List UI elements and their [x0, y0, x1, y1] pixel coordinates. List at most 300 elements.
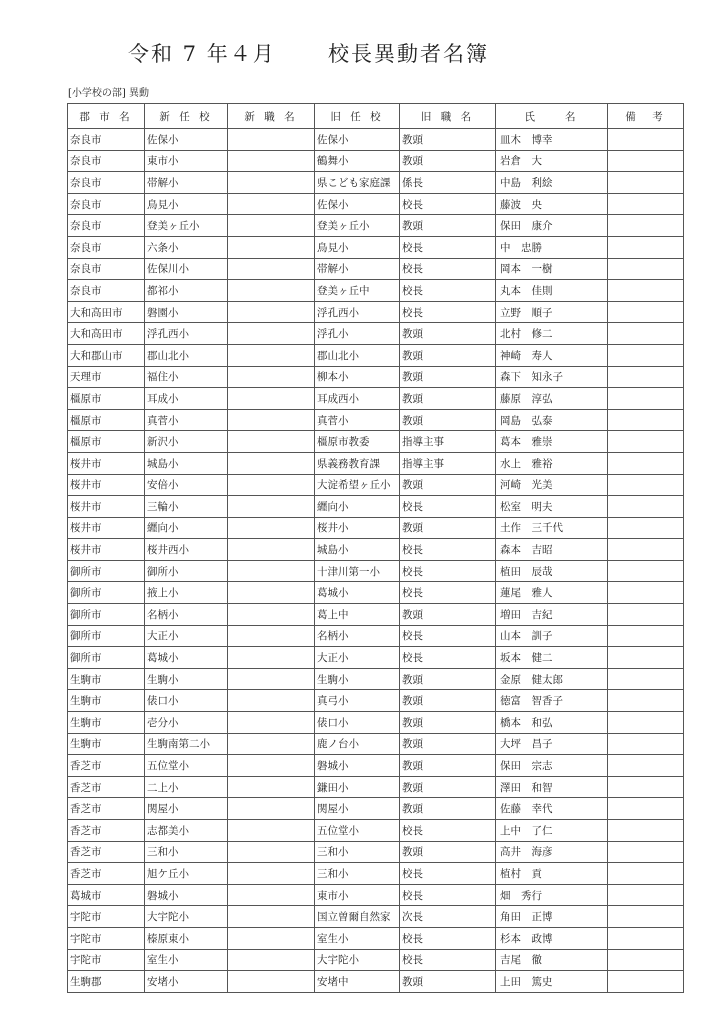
cell-new-school: 室生小	[145, 949, 228, 971]
cell-city: 香芝市	[68, 776, 145, 798]
cell-note	[608, 496, 684, 518]
cell-old-title: 校長	[400, 647, 496, 669]
header-new-school: 新 任 校	[145, 104, 228, 129]
table-row	[68, 863, 684, 885]
cell-old-title: 次長	[400, 906, 496, 928]
cell-note	[608, 863, 684, 885]
cell-new-title	[228, 236, 315, 258]
table-row	[68, 496, 684, 518]
cell-old-school: 室生小	[315, 927, 400, 949]
table-row	[68, 949, 684, 971]
cell-note	[608, 452, 684, 474]
cell-city: 奈良市	[68, 258, 145, 280]
cell-city: 宇陀市	[68, 906, 145, 928]
header-new-title: 新 職 名	[228, 104, 315, 129]
cell-city: 香芝市	[68, 863, 145, 885]
cell-name: 澤田 和智	[496, 776, 608, 798]
table-row	[68, 129, 684, 151]
table-row	[68, 323, 684, 345]
cell-city: 生駒市	[68, 668, 145, 690]
cell-old-title: 教頭	[400, 215, 496, 237]
cell-old-school: 耳成西小	[315, 388, 400, 410]
table-row	[68, 712, 684, 734]
cell-new-title	[228, 927, 315, 949]
cell-new-title	[228, 582, 315, 604]
cell-note	[608, 668, 684, 690]
cell-old-school: 生駒小	[315, 668, 400, 690]
cell-new-title	[228, 863, 315, 885]
cell-city: 御所市	[68, 604, 145, 626]
header-row	[68, 104, 684, 129]
cell-name: 神崎 寿人	[496, 344, 608, 366]
title-date: 令和 7 年４月	[128, 42, 276, 66]
cell-new-title	[228, 193, 315, 215]
cell-new-title	[228, 690, 315, 712]
cell-note	[608, 582, 684, 604]
cell-new-school: 三輪小	[145, 496, 228, 518]
cell-new-title	[228, 496, 315, 518]
cell-new-title	[228, 452, 315, 474]
cell-city: 桜井市	[68, 452, 145, 474]
cell-note	[608, 258, 684, 280]
cell-city: 大和郡山市	[68, 344, 145, 366]
section-label: [小学校の部] 異動	[68, 88, 149, 99]
cell-new-title	[228, 755, 315, 777]
table-row	[68, 647, 684, 669]
cell-city: 生駒市	[68, 712, 145, 734]
header-city: 郡 市 名	[68, 104, 145, 129]
cell-city: 奈良市	[68, 236, 145, 258]
cell-note	[608, 971, 684, 993]
cell-new-title	[228, 668, 315, 690]
cell-new-title	[228, 604, 315, 626]
cell-old-title: 校長	[400, 949, 496, 971]
cell-note	[608, 798, 684, 820]
table-row	[68, 258, 684, 280]
cell-name: 蓮尾 雅人	[496, 582, 608, 604]
cell-old-school: 大正小	[315, 647, 400, 669]
cell-old-title: 教頭	[400, 366, 496, 388]
cell-old-title: 校長	[400, 927, 496, 949]
cell-name: 角田 正博	[496, 906, 608, 928]
cell-old-title: 教頭	[400, 604, 496, 626]
cell-note	[608, 733, 684, 755]
cell-old-school: 県義務教育課	[315, 452, 400, 474]
header-name: 氏 名	[496, 104, 608, 129]
table-row	[68, 625, 684, 647]
cell-name: 岡本 一樹	[496, 258, 608, 280]
cell-city: 奈良市	[68, 129, 145, 151]
cell-new-title	[228, 906, 315, 928]
cell-old-school: 真菅小	[315, 409, 400, 431]
table-row	[68, 215, 684, 237]
cell-note	[608, 409, 684, 431]
cell-name: 土作 三千代	[496, 517, 608, 539]
cell-city: 奈良市	[68, 280, 145, 302]
cell-old-school: 三和小	[315, 863, 400, 885]
cell-name: 植田 辰哉	[496, 560, 608, 582]
cell-note	[608, 949, 684, 971]
cell-name: 保田 宗志	[496, 755, 608, 777]
cell-old-school: 真弓小	[315, 690, 400, 712]
cell-new-school: 郡山北小	[145, 344, 228, 366]
cell-name: 中 忠勝	[496, 236, 608, 258]
cell-old-school: 鶴舞小	[315, 150, 400, 172]
cell-new-school: 安堵小	[145, 971, 228, 993]
cell-old-school: 磐城小	[315, 755, 400, 777]
cell-note	[608, 236, 684, 258]
cell-new-title	[228, 647, 315, 669]
cell-note	[608, 172, 684, 194]
cell-old-school: 鎌田小	[315, 776, 400, 798]
cell-old-title: 教頭	[400, 344, 496, 366]
cell-old-title: 校長	[400, 280, 496, 302]
cell-city: 奈良市	[68, 172, 145, 194]
cell-new-school: 安倍小	[145, 474, 228, 496]
cell-new-school: 福住小	[145, 366, 228, 388]
cell-name: 植村 貢	[496, 863, 608, 885]
cell-old-title: 教頭	[400, 712, 496, 734]
title-text: 校長異動者名簿	[328, 42, 489, 66]
cell-new-title	[228, 344, 315, 366]
cell-new-title	[228, 560, 315, 582]
table-row	[68, 517, 684, 539]
cell-new-school: 俵口小	[145, 690, 228, 712]
cell-new-school: 磐園小	[145, 301, 228, 323]
cell-old-school: 県こども家庭課	[315, 172, 400, 194]
cell-new-title	[228, 172, 315, 194]
cell-old-school: 鹿ノ台小	[315, 733, 400, 755]
cell-name: 森本 吉昭	[496, 539, 608, 561]
cell-old-title: 教頭	[400, 150, 496, 172]
cell-note	[608, 539, 684, 561]
cell-name: 藤原 淳弘	[496, 388, 608, 410]
cell-city: 御所市	[68, 647, 145, 669]
cell-old-school: 佐保小	[315, 193, 400, 215]
cell-note	[608, 344, 684, 366]
cell-old-title: 指導主事	[400, 431, 496, 453]
cell-new-title	[228, 517, 315, 539]
cell-city: 桜井市	[68, 517, 145, 539]
cell-city: 奈良市	[68, 193, 145, 215]
cell-note	[608, 841, 684, 863]
cell-name: 藤波 央	[496, 193, 608, 215]
header-note: 備 考	[608, 104, 684, 129]
cell-new-school: 志都美小	[145, 820, 228, 842]
cell-note	[608, 301, 684, 323]
cell-new-title	[228, 539, 315, 561]
cell-new-title	[228, 388, 315, 410]
cell-note	[608, 474, 684, 496]
cell-name: 水上 雅裕	[496, 452, 608, 474]
cell-old-title: 教頭	[400, 323, 496, 345]
cell-name: 岡島 弘泰	[496, 409, 608, 431]
cell-note	[608, 604, 684, 626]
cell-old-title: 教頭	[400, 474, 496, 496]
cell-old-title: 校長	[400, 539, 496, 561]
cell-new-school: 大宇陀小	[145, 906, 228, 928]
cell-old-school: 桜井小	[315, 517, 400, 539]
cell-note	[608, 647, 684, 669]
cell-city: 天理市	[68, 366, 145, 388]
cell-old-school: 関屋小	[315, 798, 400, 820]
cell-name: 立野 順子	[496, 301, 608, 323]
header-old-title: 旧 職 名	[400, 104, 496, 129]
cell-old-school: 東市小	[315, 884, 400, 906]
cell-note	[608, 712, 684, 734]
table-row	[68, 884, 684, 906]
cell-new-title	[228, 215, 315, 237]
cell-name: 大坪 昌子	[496, 733, 608, 755]
cell-old-school: 国立曽爾自然家	[315, 906, 400, 928]
cell-old-title: 校長	[400, 820, 496, 842]
cell-new-title	[228, 150, 315, 172]
table-row	[68, 409, 684, 431]
cell-city: 大和高田市	[68, 323, 145, 345]
table-row	[68, 193, 684, 215]
cell-old-title: 校長	[400, 863, 496, 885]
cell-city: 香芝市	[68, 755, 145, 777]
cell-new-school: 旭ケ丘小	[145, 863, 228, 885]
cell-new-title	[228, 301, 315, 323]
cell-new-title	[228, 625, 315, 647]
cell-new-school: 生駒小	[145, 668, 228, 690]
cell-note	[608, 129, 684, 151]
cell-new-title	[228, 323, 315, 345]
cell-old-title: 教頭	[400, 409, 496, 431]
cell-city: 桜井市	[68, 474, 145, 496]
cell-name: 吉尾 徹	[496, 949, 608, 971]
table-row	[68, 733, 684, 755]
table-row	[68, 366, 684, 388]
cell-old-school: 大淀希望ヶ丘小	[315, 474, 400, 496]
table-row	[68, 539, 684, 561]
cell-new-school: 纒向小	[145, 517, 228, 539]
table-row	[68, 776, 684, 798]
cell-note	[608, 280, 684, 302]
cell-name: 丸本 佳則	[496, 280, 608, 302]
table-row	[68, 755, 684, 777]
cell-name: 山本 訓子	[496, 625, 608, 647]
roster-table	[67, 103, 684, 993]
table-row	[68, 236, 684, 258]
table-row	[68, 798, 684, 820]
cell-city: 生駒郡	[68, 971, 145, 993]
cell-name: 河崎 光美	[496, 474, 608, 496]
cell-new-title	[228, 841, 315, 863]
cell-note	[608, 150, 684, 172]
cell-old-title: 係長	[400, 172, 496, 194]
cell-new-school: 耳成小	[145, 388, 228, 410]
table-row	[68, 690, 684, 712]
cell-old-school: 大宇陀小	[315, 949, 400, 971]
cell-old-title: 校長	[400, 884, 496, 906]
cell-new-title	[228, 733, 315, 755]
table-row	[68, 344, 684, 366]
cell-old-title: 指導主事	[400, 452, 496, 474]
cell-new-school: 榛原東小	[145, 927, 228, 949]
table-row	[68, 927, 684, 949]
cell-old-school: 名柄小	[315, 625, 400, 647]
cell-old-school: 五位堂小	[315, 820, 400, 842]
cell-new-title	[228, 884, 315, 906]
cell-city: 奈良市	[68, 150, 145, 172]
cell-name: 金原 健太郎	[496, 668, 608, 690]
cell-old-title: 校長	[400, 258, 496, 280]
cell-old-title: 校長	[400, 496, 496, 518]
cell-name: 畑 秀行	[496, 884, 608, 906]
cell-new-school: 鳥見小	[145, 193, 228, 215]
table-row	[68, 906, 684, 928]
cell-new-school: 佐保川小	[145, 258, 228, 280]
table-row	[68, 668, 684, 690]
cell-new-title	[228, 409, 315, 431]
cell-old-school: 三和小	[315, 841, 400, 863]
cell-note	[608, 755, 684, 777]
cell-note	[608, 625, 684, 647]
cell-old-school: 城島小	[315, 539, 400, 561]
cell-new-school: 浮孔西小	[145, 323, 228, 345]
cell-new-school: 六条小	[145, 236, 228, 258]
cell-new-school: 帯解小	[145, 172, 228, 194]
cell-old-title: 教頭	[400, 668, 496, 690]
cell-note	[608, 906, 684, 928]
cell-old-title: 校長	[400, 301, 496, 323]
cell-new-school: 壱分小	[145, 712, 228, 734]
cell-city: 御所市	[68, 582, 145, 604]
cell-note	[608, 690, 684, 712]
document-title	[0, 38, 724, 74]
table-row	[68, 388, 684, 410]
table-row	[68, 172, 684, 194]
cell-old-title: 校長	[400, 236, 496, 258]
cell-city: 桜井市	[68, 496, 145, 518]
cell-name: 坂本 健二	[496, 647, 608, 669]
header-old-school: 旧 任 校	[315, 104, 400, 129]
cell-old-title: 教頭	[400, 971, 496, 993]
cell-old-title: 教頭	[400, 517, 496, 539]
cell-note	[608, 884, 684, 906]
cell-city: 奈良市	[68, 215, 145, 237]
cell-old-school: 十津川第一小	[315, 560, 400, 582]
cell-old-title: 教頭	[400, 690, 496, 712]
cell-city: 大和高田市	[68, 301, 145, 323]
cell-old-school: 郡山北小	[315, 344, 400, 366]
cell-name: 中島 利絵	[496, 172, 608, 194]
cell-note	[608, 323, 684, 345]
cell-new-title	[228, 258, 315, 280]
cell-old-title: 教頭	[400, 776, 496, 798]
cell-city: 生駒市	[68, 733, 145, 755]
cell-name: 森下 知永子	[496, 366, 608, 388]
table-row	[68, 474, 684, 496]
cell-old-school: 俵口小	[315, 712, 400, 734]
cell-new-school: 関屋小	[145, 798, 228, 820]
cell-new-school: 磐城小	[145, 884, 228, 906]
cell-old-title: 教頭	[400, 841, 496, 863]
cell-city: 御所市	[68, 625, 145, 647]
cell-note	[608, 431, 684, 453]
table-row	[68, 150, 684, 172]
cell-note	[608, 560, 684, 582]
cell-name: 上中 了仁	[496, 820, 608, 842]
cell-note	[608, 388, 684, 410]
cell-old-title: 教頭	[400, 755, 496, 777]
cell-city: 香芝市	[68, 798, 145, 820]
roster-body	[68, 129, 684, 993]
cell-new-school: 真菅小	[145, 409, 228, 431]
cell-old-school: 纒向小	[315, 496, 400, 518]
cell-new-title	[228, 820, 315, 842]
cell-old-school: 葛城小	[315, 582, 400, 604]
cell-city: 葛城市	[68, 884, 145, 906]
cell-old-school: 登美ヶ丘中	[315, 280, 400, 302]
cell-new-school: 三和小	[145, 841, 228, 863]
cell-city: 御所市	[68, 560, 145, 582]
cell-old-title: 教頭	[400, 733, 496, 755]
cell-name: 保田 康介	[496, 215, 608, 237]
cell-name: 杉本 政博	[496, 927, 608, 949]
cell-note	[608, 517, 684, 539]
cell-new-title	[228, 776, 315, 798]
cell-new-school: 登美ヶ丘小	[145, 215, 228, 237]
cell-name: 増田 吉紀	[496, 604, 608, 626]
cell-old-school: 葛上中	[315, 604, 400, 626]
cell-new-school: 名柄小	[145, 604, 228, 626]
cell-old-school: 安堵中	[315, 971, 400, 993]
cell-old-school: 帯解小	[315, 258, 400, 280]
table-row	[68, 560, 684, 582]
cell-new-title	[228, 949, 315, 971]
table-row	[68, 604, 684, 626]
cell-new-title	[228, 798, 315, 820]
cell-name: 高井 海彦	[496, 841, 608, 863]
cell-note	[608, 366, 684, 388]
cell-city: 宇陀市	[68, 927, 145, 949]
cell-city: 生駒市	[68, 690, 145, 712]
cell-old-school: 橿原市教委	[315, 431, 400, 453]
cell-new-school: 掖上小	[145, 582, 228, 604]
cell-new-title	[228, 971, 315, 993]
cell-name: 上田 篤史	[496, 971, 608, 993]
cell-old-school: 鳥見小	[315, 236, 400, 258]
cell-note	[608, 820, 684, 842]
cell-new-title	[228, 474, 315, 496]
table-row	[68, 841, 684, 863]
cell-old-school: 登美ヶ丘小	[315, 215, 400, 237]
cell-old-title: 教頭	[400, 388, 496, 410]
cell-old-title: 校長	[400, 560, 496, 582]
cell-note	[608, 215, 684, 237]
table-row	[68, 301, 684, 323]
table-row	[68, 820, 684, 842]
cell-new-school: 大正小	[145, 625, 228, 647]
cell-city: 橿原市	[68, 388, 145, 410]
cell-city: 橿原市	[68, 431, 145, 453]
cell-city: 桜井市	[68, 539, 145, 561]
cell-old-title: 教頭	[400, 129, 496, 151]
cell-old-school: 浮孔西小	[315, 301, 400, 323]
cell-old-school: 浮孔小	[315, 323, 400, 345]
cell-new-school: 桜井西小	[145, 539, 228, 561]
cell-new-school: 新沢小	[145, 431, 228, 453]
cell-name: 松室 明夫	[496, 496, 608, 518]
cell-new-school: 二上小	[145, 776, 228, 798]
cell-old-title: 校長	[400, 193, 496, 215]
cell-note	[608, 776, 684, 798]
cell-new-title	[228, 280, 315, 302]
cell-name: 岩倉 大	[496, 150, 608, 172]
